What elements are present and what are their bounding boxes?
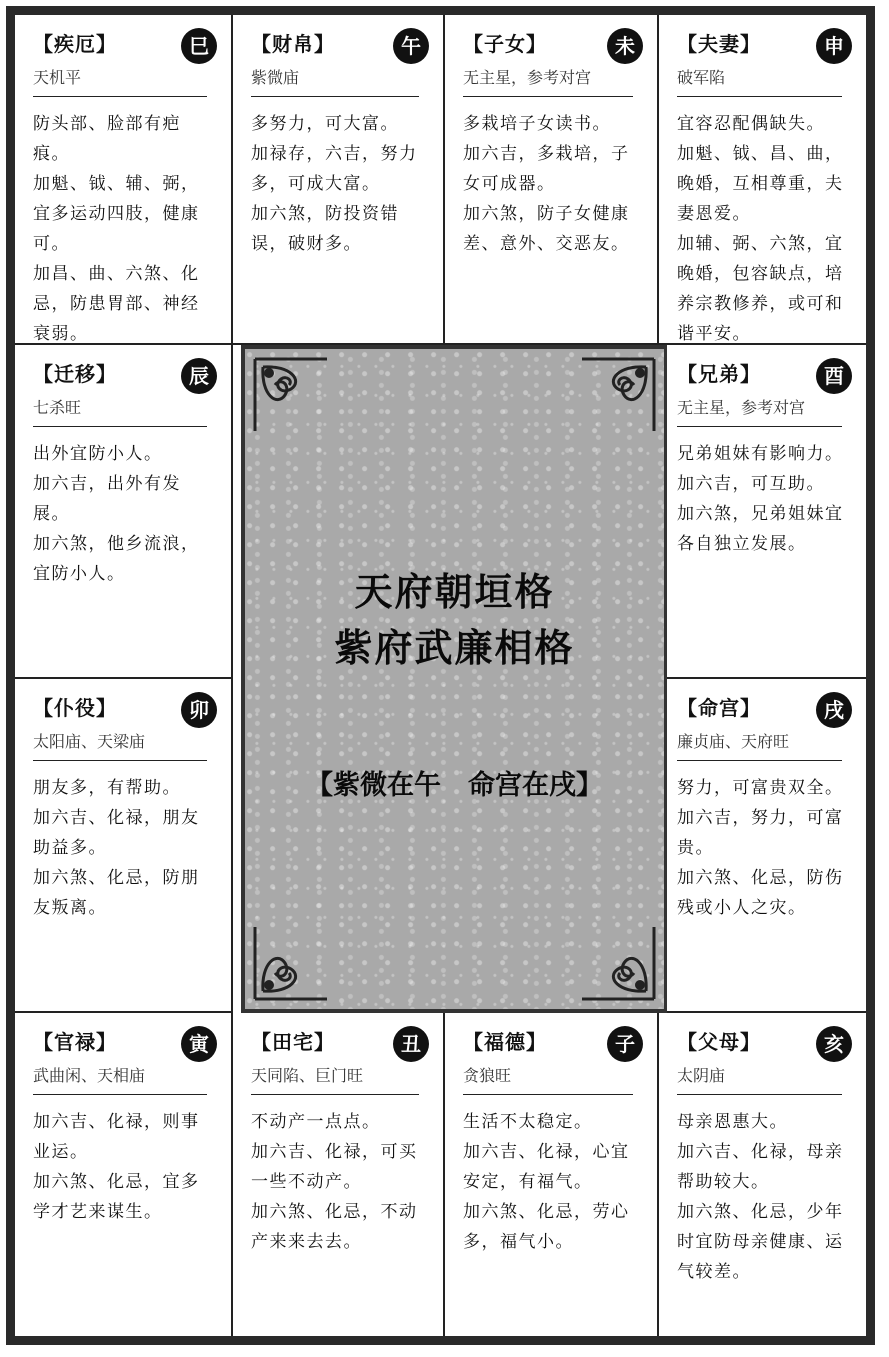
center-panel [241,345,667,1013]
palace-notes [463,109,639,259]
palace-notes [251,1107,425,1257]
palace-cell-qian [15,345,233,679]
palace-cell-pu [15,679,233,1013]
note-line: 加六吉、化禄，心宜安定，有福气。 [463,1142,630,1192]
palace-cell-cai [233,15,445,345]
note-line: 加六吉，出外有发展。 [33,474,181,524]
palace-cell-guan [15,1013,233,1336]
note-line: 防头部、脸部有疤痕。 [33,114,181,164]
main-stars: 无主星，参考对宫 [463,63,633,97]
branch-badge: 寅 [181,1026,217,1062]
note-line: 加六吉、化禄，可买一些不动产。 [251,1142,418,1192]
note-line: 加六煞，兄弟姐妹宜各自独立发展。 [677,504,844,554]
note-line: 多努力，可大富。 [251,114,399,134]
palace-name: 【官禄】 [33,1030,117,1054]
branch-badge: 戌 [816,692,852,728]
note-line: 母亲恩惠大。 [677,1112,788,1132]
palace-name: 【兄弟】 [677,362,761,386]
note-line: 努力，可富贵双全。 [677,778,844,798]
main-stars: 无主星，参考对宫 [677,393,842,427]
palace-name: 【子女】 [463,32,547,56]
palace-header [677,1027,854,1061]
palace-header [33,359,219,393]
main-stars: 武曲闲、天相庙 [33,1061,207,1095]
palace-notes [251,109,425,259]
main-stars: 太阳庙、天梁庙 [33,727,207,761]
note-line: 加六吉，努力，可富贵。 [677,808,844,858]
note-line: 加六煞、化忌，劳心多，福气小。 [463,1202,630,1252]
main-stars: 贪狼旺 [463,1061,633,1095]
note-line: 加六吉、化禄，朋友助益多。 [33,808,200,858]
note-line: 加六煞、化忌，不动产来来去去。 [251,1202,418,1252]
note-line: 加六煞、化忌，宜多学才艺来谋生。 [33,1172,200,1222]
branch-badge: 酉 [816,358,852,394]
note-line: 多栽培子女读书。 [463,114,611,134]
note-line: 加六吉、化禄，母亲帮助较大。 [677,1142,844,1192]
branch-badge: 巳 [181,28,217,64]
palace-notes [33,439,213,589]
branch-badge: 子 [607,1026,643,1062]
palace-cell-ming [659,679,866,1013]
branch-badge: 卯 [181,692,217,728]
palace-notes [463,1107,639,1257]
corner-ornament-icon [251,923,331,1003]
palace-cell-fude [445,1013,659,1336]
palace-header [33,29,219,63]
palace-header [463,29,645,63]
palace-name: 【福德】 [463,1030,547,1054]
note-line: 加辅、弼、六煞，宜晚婚，包容缺点，培养宗教修养，或可和谐平安。 [677,234,844,344]
corner-ornament-icon [251,355,331,435]
note-line: 宜容忍配偶缺失。 [677,114,825,134]
palace-name: 【迁移】 [33,362,117,386]
palace-cell-zi [445,15,659,345]
palace-notes [33,773,213,923]
corner-ornament-icon [578,923,658,1003]
palace-name: 【父母】 [677,1030,761,1054]
main-stars: 破军陷 [677,63,842,97]
palace-notes [677,773,848,923]
center-subtitle: 【紫微在午 命宫在戌】 [306,770,603,801]
palace-notes [33,1107,213,1227]
palace-cell-xiong [659,345,866,679]
note-line: 加六煞，防投资错误，破财多。 [251,204,399,254]
palace-name: 【命宫】 [677,696,761,720]
chart-frame [6,6,875,1345]
note-line: 加六煞，他乡流浪，宜防小人。 [33,534,200,584]
palace-name: 【夫妻】 [677,32,761,56]
note-line: 加六煞，防子女健康差、意外、交恶友。 [463,204,630,254]
note-line: 加六吉，可互助。 [677,474,825,494]
branch-badge: 丑 [393,1026,429,1062]
palace-notes [33,109,213,345]
palace-name: 【仆役】 [33,696,117,720]
note-line: 加六煞、化忌，防朋友叛离。 [33,868,200,918]
note-line: 加六煞、化忌，少年时宜防母亲健康、运气较差。 [677,1202,844,1282]
palace-notes [677,109,848,345]
palace-header [677,359,854,393]
note-line: 不动产一点点。 [251,1112,381,1132]
palace-header [251,29,431,63]
palace-cell-tian [233,1013,445,1336]
palace-cell-fu [659,15,866,345]
branch-badge: 亥 [816,1026,852,1062]
branch-badge: 午 [393,28,429,64]
palace-header [463,1027,645,1061]
main-stars: 太阴庙 [677,1061,842,1095]
branch-badge: 申 [816,28,852,64]
palace-notes [677,439,848,559]
note-line: 加六煞、化忌，防伤残或小人之灾。 [677,868,844,918]
note-line: 出外宜防小人。 [33,444,163,464]
note-line: 加六吉、化禄，则事业运。 [33,1112,200,1162]
main-stars: 廉贞庙、天府旺 [677,727,842,761]
palace-name: 【田宅】 [251,1030,335,1054]
main-stars: 七杀旺 [33,393,207,427]
note-line: 加魁、钺、昌、曲，晚婚，互相尊重，夫妻恩爱。 [677,144,844,224]
note-line: 兄弟姐妹有影响力。 [677,444,844,464]
palace-header [677,693,854,727]
note-line: 加昌、曲、六煞、化忌，防患胃部、神经衰弱。 [33,264,200,344]
note-line: 加禄存，六吉，努力多，可成大富。 [251,144,418,194]
palace-header [33,1027,219,1061]
note-line: 加六吉，多栽培，子女可成器。 [463,144,630,194]
note-line: 朋友多，有帮助。 [33,778,181,798]
branch-badge: 辰 [181,358,217,394]
note-line: 加魁、钺、辅、弼，宜多运动四肢，健康可。 [33,174,200,254]
main-stars: 天同陷、巨门旺 [251,1061,419,1095]
corner-ornament-icon [578,355,658,435]
palace-header [33,693,219,727]
main-stars: 紫微庙 [251,63,419,97]
palace-header [251,1027,431,1061]
pattern-title-2: 紫府武廉相格 [334,625,575,670]
palace-cell-jie [15,15,233,345]
pattern-title-1: 天府朝垣格 [354,569,555,614]
palace-name: 【疾厄】 [33,32,117,56]
branch-badge: 未 [607,28,643,64]
palace-cell-fumu [659,1013,866,1336]
palace-name: 【财帛】 [251,32,335,56]
note-line: 生活不太稳定。 [463,1112,593,1132]
palace-header [677,29,854,63]
main-stars: 天机平 [33,63,207,97]
palace-notes [677,1107,848,1287]
